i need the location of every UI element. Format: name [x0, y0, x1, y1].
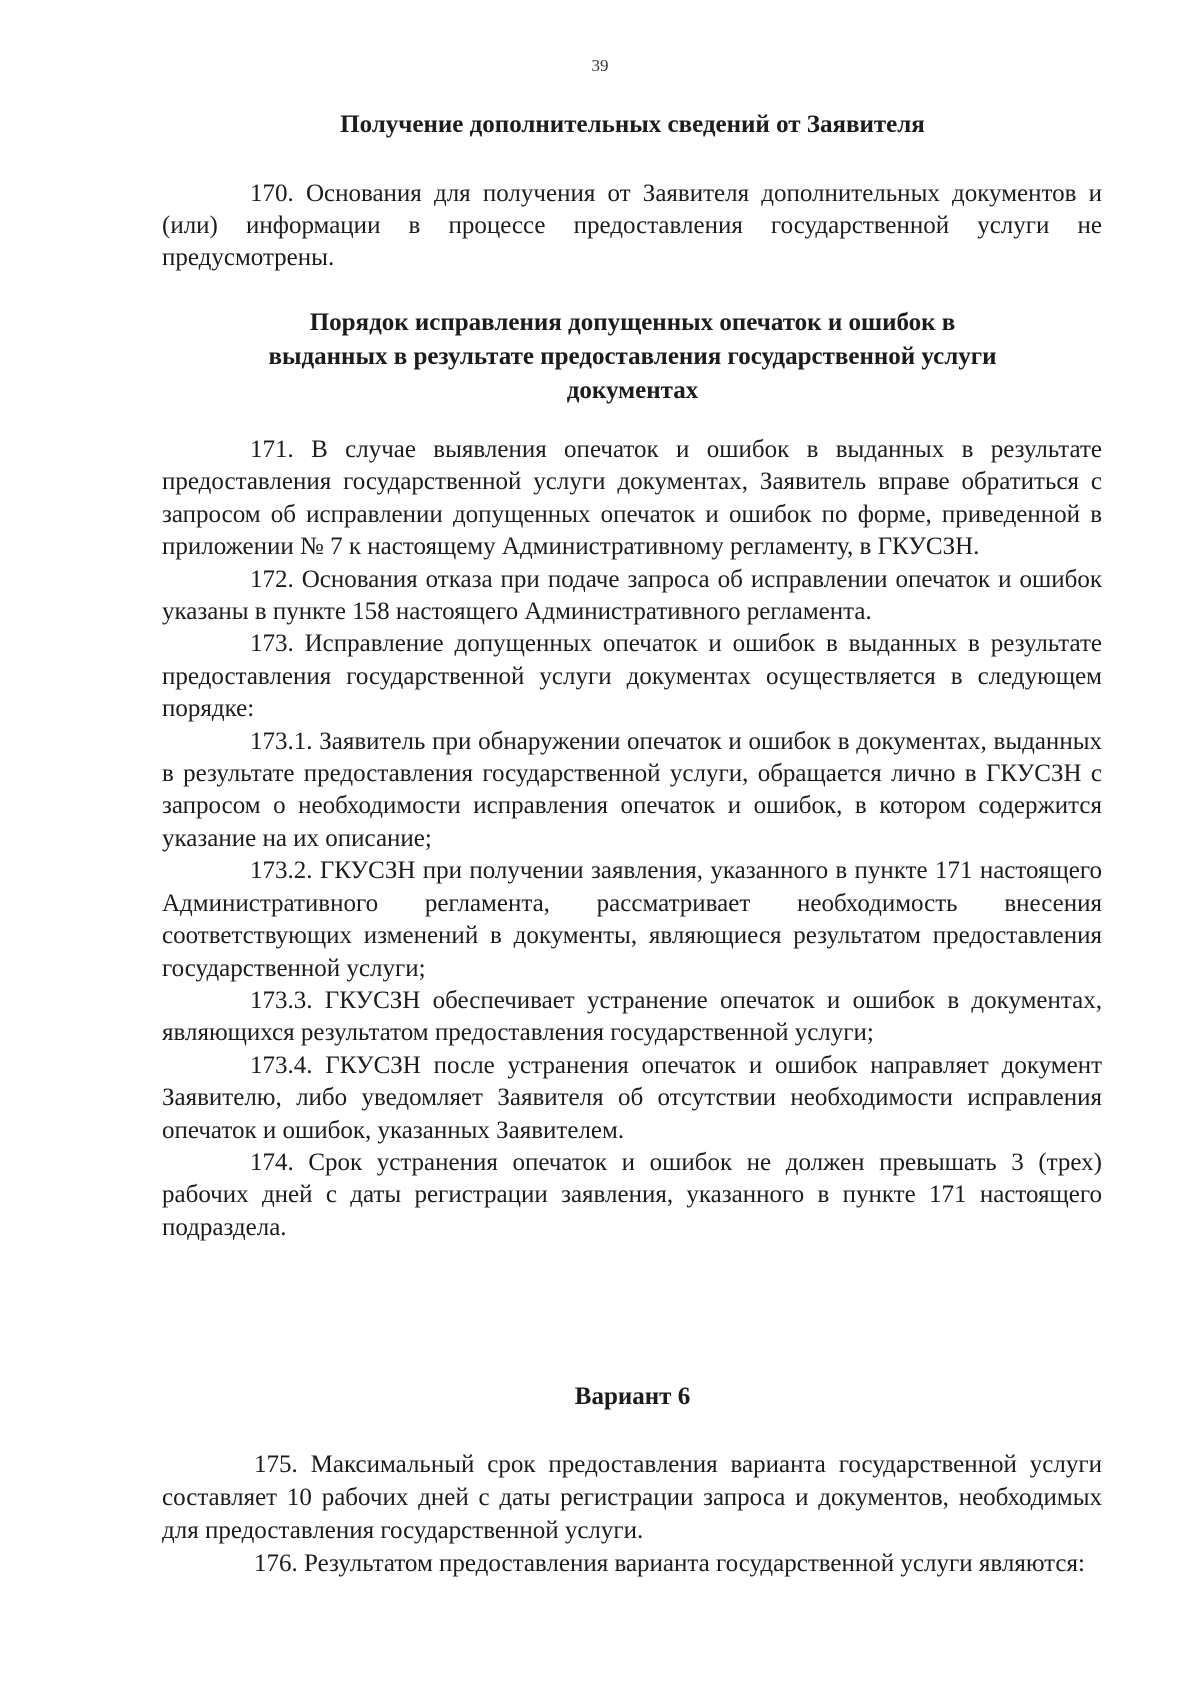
heading-line: выданных в результате предоставления государственной услуги	[268, 343, 997, 370]
heading-line: документах	[566, 377, 699, 404]
paragraph-174: 174. Срок устранения опечаток и ошибок не должен превышать 3 (трех) рабочих дней с даты регистрации заявления, указанного в пункте 171 настоящего подраздела.	[162, 1148, 1102, 1241]
section-body-corrections	[162, 434, 1102, 1244]
section-body-variant-6	[162, 1448, 1102, 1580]
paragraph-170: 170. Основания для получения от Заявителя дополнительных документов и (или) информации в процессе предоставления государственной услуги не предусмотрены.	[162, 180, 1102, 271]
page-number: 39	[591, 56, 609, 75]
section-heading-additional-info: Получение дополнительных сведений от Заявителя	[340, 111, 925, 138]
paragraph-172: 172. Основания отказа при подаче запроса об исправлении опечаток и ошибок указаны в пункте 158 настоящего Административного регламента.	[162, 565, 1102, 626]
heading-line: Порядок исправления допущенных опечаток и ошибок в	[309, 309, 956, 336]
section-heading-variant-6: Вариант 6	[574, 1383, 691, 1410]
paragraph-173-2: 173.2. ГКУСЗН при получении заявления, указанного в пункте 171 настоящего Административного регламента, рассматривает необходимость внесения соответствующих изменений в документы, являющиеся результатом предоставления государственной услуги;	[162, 857, 1102, 982]
paragraph-173-4: 173.4. ГКУСЗН после устранения опечаток и ошибок направляет документ Заявителю, либо уведомляет Заявителя об отсутствии необходимости исправления опечаток и ошибок, указанных Заявителем.	[162, 1051, 1102, 1144]
paragraph-173-3: 173.3. ГКУСЗН обеспечивает устранение опечаток и ошибок в документах, являющихся результатом предоставления государственной услуги;	[162, 986, 1102, 1047]
paragraph-173-1: 173.1. Заявитель при обнаружении опечаток и ошибок в документах, выданных в результате предоставления государственной услуги, обращается лично в ГКУСЗН с запросом о необходимости исправления опечаток и ошибок, в котором содержится указание на их описание;	[162, 727, 1102, 852]
section-heading-corrections	[160, 306, 1105, 408]
section-body-additional-info	[162, 178, 1102, 274]
paragraph-173: 173. Исправление допущенных опечаток и ошибок в выданных в результате предоставления государственной услуги документах осуществляется в следующем порядке:	[162, 630, 1102, 723]
paragraph-175: 175. Максимальный срок предоставления варианта государственной услуги составляет 10 рабочих дней с даты регистрации запроса и документов, необходимых для предоставления государственной услуги.	[162, 1451, 1102, 1544]
paragraph-171: 171. В случае выявления опечаток и ошибок в выданных в результате предоставления государственной услуги документах, Заявитель вправе обратиться с запросом об исправлении допущенных опечаток и ошибок по форме, приведенной в приложении № 7 к настоящему Административному регламенту, в ГКУСЗН.	[162, 436, 1102, 561]
paragraph-176: 176. Результатом предоставления варианта государственной услуги являются:	[254, 1550, 1085, 1577]
